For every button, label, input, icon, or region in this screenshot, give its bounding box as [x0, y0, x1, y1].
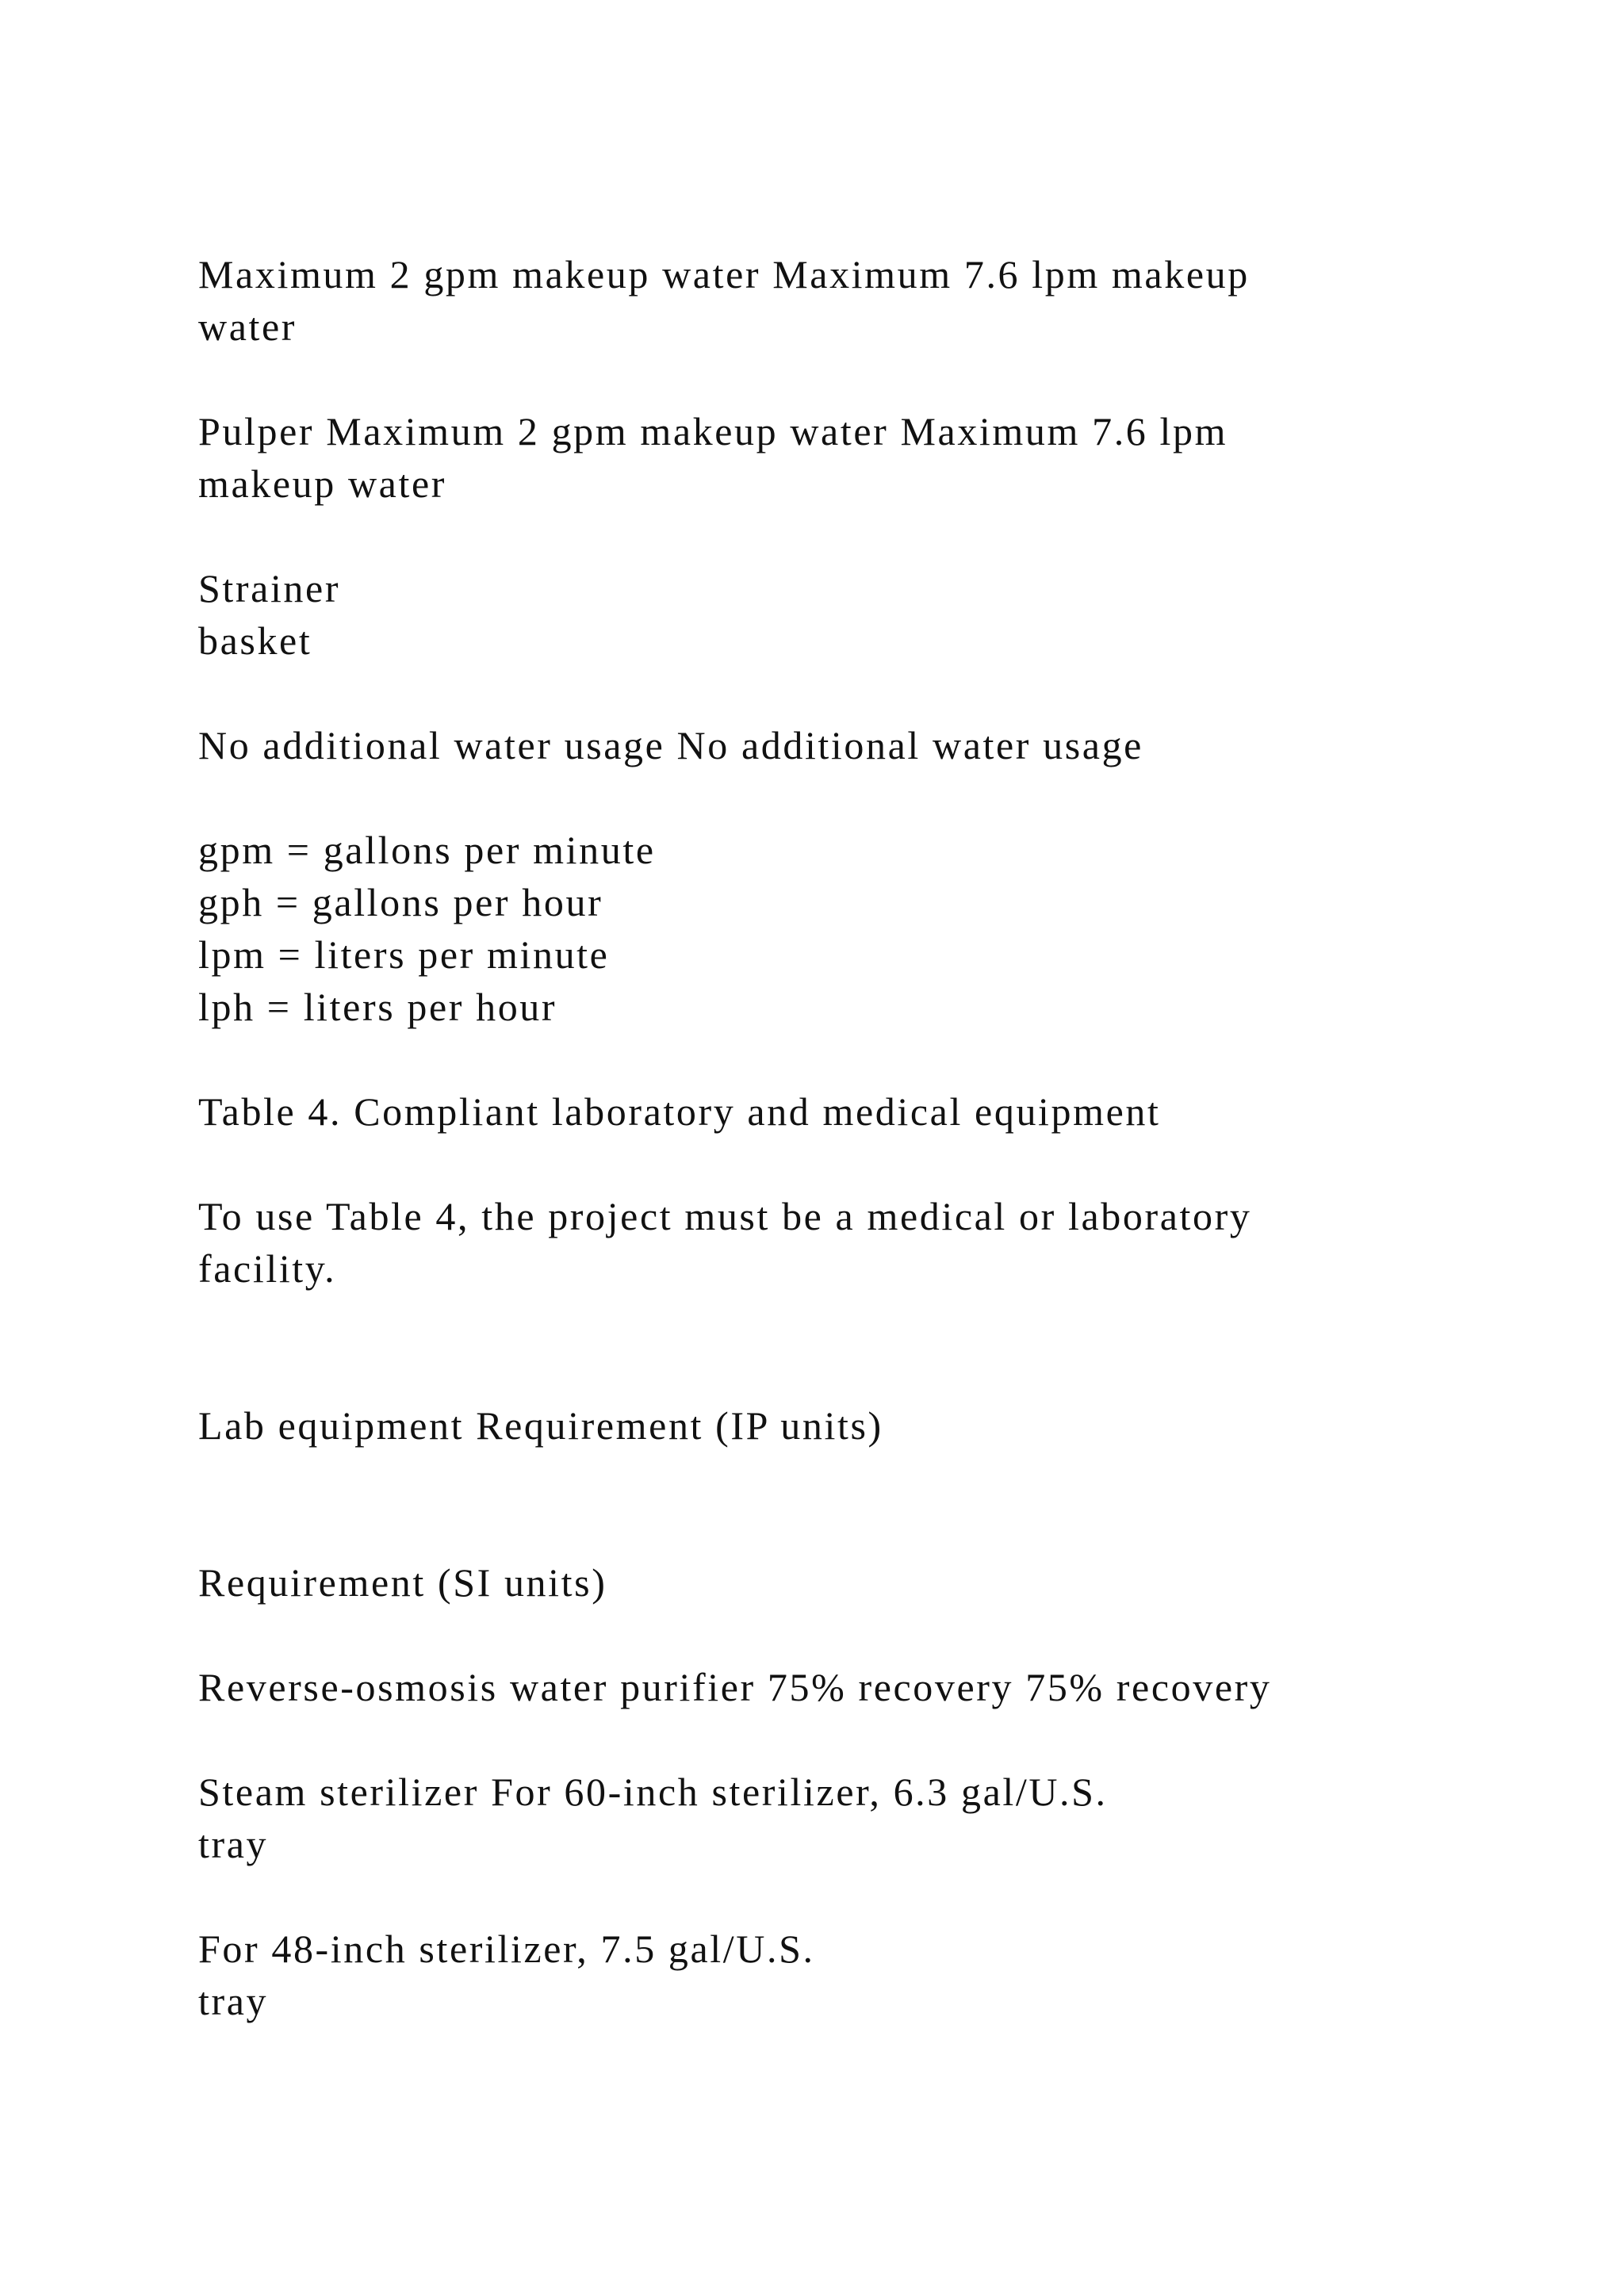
- text-line: Reverse-osmosis water purifier 75% recovery 75% recovery: [198, 1665, 1272, 1709]
- text-line: tray: [198, 1822, 269, 1866]
- text-line: Maximum 2 gpm makeup water Maximum 7.6 lpm makeup: [198, 252, 1250, 297]
- text-line: tray: [198, 1979, 269, 2023]
- text-line: Strainer: [198, 566, 341, 610]
- text-line: basket: [198, 618, 312, 663]
- text-line: makeup water: [198, 461, 447, 506]
- text-line: gpm = gallons per minute: [198, 828, 656, 872]
- text-line: gph = gallons per hour: [198, 880, 603, 924]
- text-line: Pulper Maximum 2 gpm makeup water Maximum 7.6 lpm: [198, 409, 1228, 453]
- text-line: lph = liters per hour: [198, 985, 557, 1029]
- text-line: Lab equipment Requirement (IP units): [198, 1403, 883, 1448]
- text-line: Requirement (SI units): [198, 1560, 607, 1605]
- text-line: To use Table 4, the project must be a medical or laboratory: [198, 1194, 1252, 1238]
- text-line: facility.: [198, 1246, 337, 1291]
- text-line: water: [198, 304, 297, 349]
- text-line: No additional water usage No additional water usage: [198, 723, 1143, 767]
- table-caption: Table 4. Compliant laboratory and medical equipment: [198, 1089, 1161, 1134]
- text-line: Steam sterilizer For 60-inch sterilizer, 6.3 gal/U.S.: [198, 1770, 1108, 1814]
- text-line: For 48-inch sterilizer, 7.5 gal/U.S.: [198, 1927, 815, 1971]
- text-line: lpm = liters per minute: [198, 932, 610, 977]
